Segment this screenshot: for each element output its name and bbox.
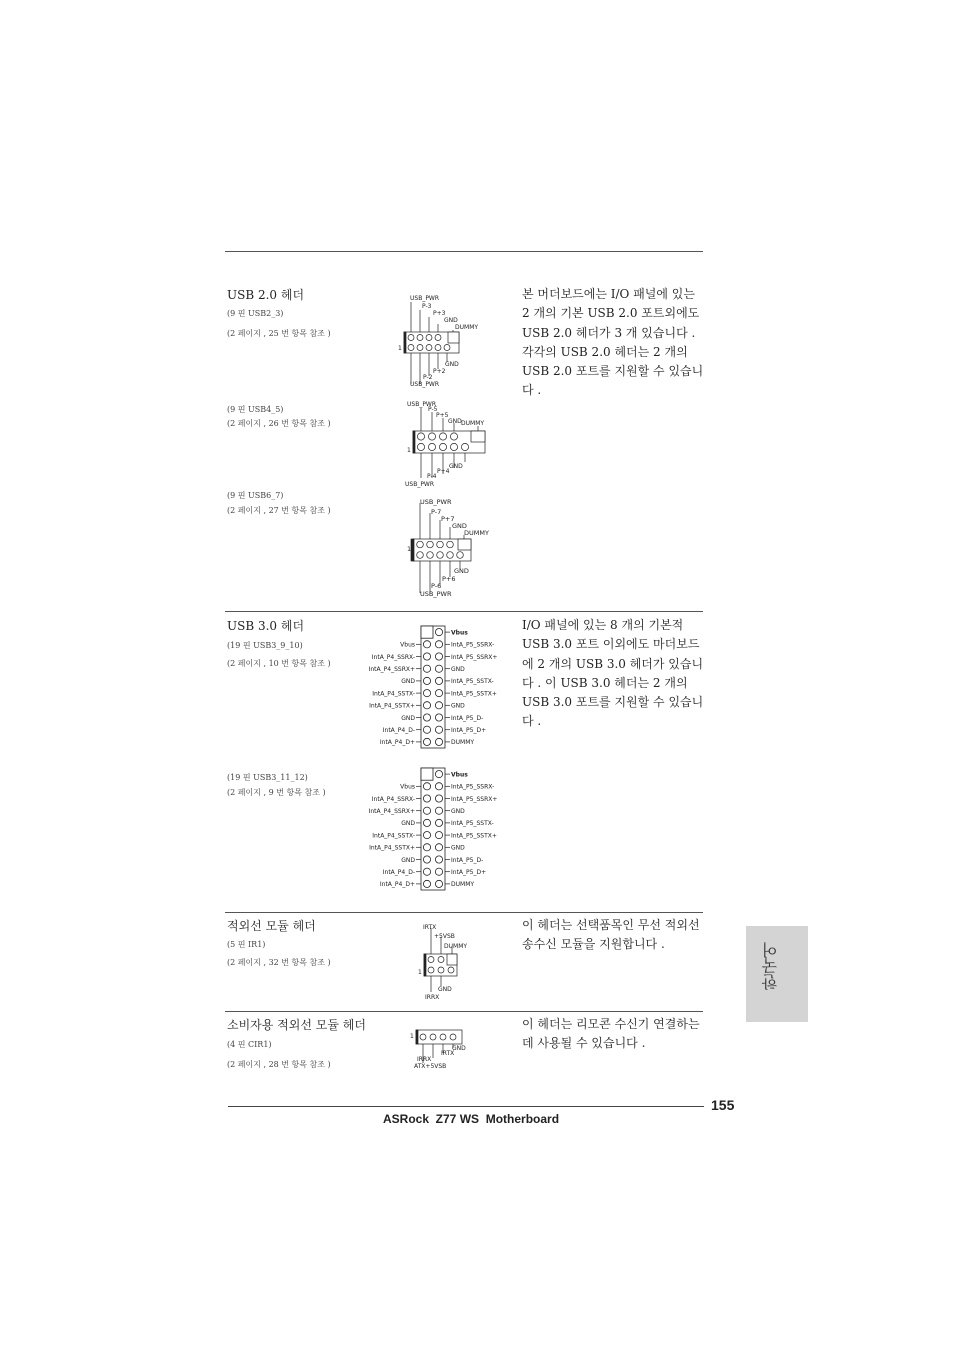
- usb4-5-label-p-minus-top: P-5: [428, 406, 438, 413]
- language-tab-label: 한국어: [761, 942, 780, 990]
- usb3-pin-label-right: Vbus: [451, 629, 468, 637]
- usb3-pin-label-right: IntA_P5_SSRX-: [451, 641, 495, 649]
- cir-header-ref: (2 페이지 , 28 번 항목 참조 ): [227, 1060, 331, 1069]
- cir-section-rule: [225, 1011, 703, 1012]
- usb2-header3-name: (9 핀 USB6_7): [227, 491, 284, 500]
- ir-label-gnd: GND: [438, 986, 452, 993]
- ir-pin1-label: 1: [418, 969, 422, 976]
- usb2-header1-ref: (2 페이지 , 25 번 항목 참조 ): [227, 329, 331, 338]
- usb3-pin-label-left: IntA_P4_SSRX-: [371, 653, 415, 661]
- ir-label-irtx: IRTX: [423, 924, 437, 931]
- usb6-7-label-p-plus-top: P+7: [441, 515, 455, 523]
- usb3-pin-label-left: IntA_P4_SSRX-: [371, 795, 415, 803]
- usb3-pin-label-left: IntA_P4_SSTX-: [372, 690, 415, 698]
- usb6-7-label-dummy: DUMMY: [464, 529, 489, 537]
- usb4-5-pin-diagram: [403, 398, 503, 490]
- usb6-7-label-gnd-top: GND: [452, 522, 467, 530]
- usb3-header-key: [421, 626, 433, 638]
- usb3-section-rule: [225, 611, 703, 612]
- ir-label-5vsb: +5VSB: [434, 933, 455, 940]
- usb3-pin-label-right: GND: [451, 702, 465, 710]
- ir-label-dummy: DUMMY: [444, 943, 468, 950]
- usb4-5-label-p-plus-bottom: P+4: [437, 468, 450, 475]
- usb3-pin-label-right: IntA_P5_SSTX+: [451, 690, 497, 698]
- usb3-pin-label-left: IntA_P4_SSRX+: [368, 666, 415, 673]
- usb3-pin-label-right: Vbus: [451, 771, 468, 779]
- usb2-3-label-p-plus-bottom: P+2: [433, 368, 446, 375]
- usb3-pin-label-right: DUMMY: [451, 881, 475, 889]
- cir-pin-diagram: [408, 1026, 474, 1074]
- usb3-pin-label-right: GND: [451, 808, 465, 815]
- ir-description: 이 헤더는 선택품목인 무선 적외선 송수신 모듈을 지원합니다 .: [522, 918, 700, 952]
- usb4-5-label-gnd-bottom: GND: [449, 463, 463, 470]
- usb3-pin-label-right: IntA_P5_SSTX-: [451, 678, 494, 686]
- usb3-pin-label-right: IntA_P5_SSRX+: [451, 653, 498, 661]
- usb6-7-label-pwr-bottom: USB_PWR: [420, 590, 452, 598]
- usb6-7-pin1-label: 1: [407, 545, 412, 553]
- usb3-header2-ref: (2 페이지 , 9 번 항목 참조 ): [227, 788, 326, 797]
- top-rule: [225, 251, 703, 252]
- usb3-header2-name: (19 핀 USB3_11_12): [227, 773, 308, 782]
- usb2-3-label-gnd-top: GND: [444, 317, 458, 324]
- usb3-description: I/O 패널에 있는 8 개의 기본적 USB 3.0 포트 이외에도 마더보드에 2 개의 USB 3.0 헤더가 있습니다 . 이 USB 3.0 헤더는 2 개의 USB 3.0 포트를 지원할 수 있습니다 .: [522, 618, 704, 729]
- usb3-pin-label-right: GND: [451, 666, 465, 673]
- usb6-7-label-p-minus-top: P-7: [431, 508, 442, 516]
- usb3-pin-label-right: IntA_P5_D-: [451, 856, 484, 864]
- footer-rule: [228, 1106, 704, 1107]
- usb3-pin-label-left: IntA_P4_D+: [379, 881, 415, 889]
- usb4-5-label-dummy: DUMMY: [461, 420, 485, 427]
- usb3-pin-label-right: IntA_P5_D-: [451, 714, 484, 722]
- usb2-3-pin1-label: 1: [398, 345, 402, 352]
- usb3-pin-label-left: IntA_P4_D+: [379, 739, 415, 747]
- usb6-7-label-pwr-top: USB_PWR: [420, 498, 452, 506]
- usb2-header3-ref: (2 페이지 , 27 번 항목 참조 ): [227, 506, 331, 515]
- usb4-5-pin1-label: 1: [407, 447, 411, 454]
- cir-label-irtx: IRTX: [441, 1050, 455, 1057]
- usb2-3-label-p-plus-top: P+3: [433, 310, 446, 317]
- usb6-7-label-gnd-bottom: GND: [454, 567, 469, 575]
- usb3-pin-label-right: IntA_P5_D+: [451, 869, 487, 876]
- usb6-7-pin-diagram: [405, 493, 505, 599]
- usb2-header2-ref: (2 페이지 , 26 번 항목 참조 ): [227, 419, 331, 428]
- usb3-9-10-pin-diagram: [355, 622, 515, 748]
- usb2-header2-name: (9 핀 USB4_5): [227, 405, 284, 414]
- usb3-pin-label-left: IntA_P4_D-: [382, 727, 415, 734]
- usb2-3-label-gnd-bottom: GND: [445, 361, 459, 368]
- usb3-pin-label-left: GND: [401, 714, 415, 722]
- cir-label-gnd: GND: [452, 1045, 466, 1052]
- usb6-7-label-p-plus-bottom: P+6: [442, 575, 456, 583]
- cir-description: 이 헤더는 리모콘 수신기 연결하는 데 사용될 수 있습니다 .: [522, 1017, 700, 1051]
- usb3-pin-label-left: IntA_P4_SSTX+: [369, 702, 415, 710]
- footer-brand: ASRock Z77 WS Motherboard: [383, 1112, 560, 1126]
- cir-label-irrx: IRRX: [417, 1056, 432, 1063]
- usb3-pin-label-left: GND: [401, 820, 415, 828]
- usb2-3-label-dummy: DUMMY: [455, 324, 479, 331]
- usb3-pin-label-left: Vbus: [400, 783, 415, 791]
- usb3-pin-label-right: IntA_P5_SSTX+: [451, 832, 497, 840]
- usb3-11-12-pin-diagram: [355, 764, 515, 890]
- cir-header-name: (4 핀 CIR1): [227, 1040, 272, 1049]
- usb2-description: 본 머더보드에는 I/O 패널에 있는 2 개의 기본 USB 2.0 포트외에도 USB 2.0 헤더가 3 개 있습니다 . 각각의 USB 2.0 헤더는 2 개의 USB 2.0 포트를 지원할 수 있습니다 .: [522, 287, 704, 398]
- usb3-pin-label-right: IntA_P5_SSRX-: [451, 783, 495, 791]
- cir-label-atx5vsb: ATX+5VSB: [414, 1063, 447, 1070]
- usb3-pin-label-left: IntA_P4_SSRX+: [368, 808, 415, 815]
- ir-header-name: (5 핀 IR1): [227, 940, 266, 949]
- ir-label-irrx: IRRX: [425, 994, 440, 1001]
- usb4-5-label-p-plus-top: P+5: [436, 412, 449, 419]
- usb3-header-key: [421, 768, 433, 780]
- usb4-5-label-pwr-top: USB_PWR: [407, 401, 437, 408]
- usb3-header-body: [421, 626, 445, 748]
- usb3-pin-label-left: IntA_P4_SSTX+: [369, 844, 415, 852]
- usb2-3-label-p-minus-top: P-3: [422, 303, 432, 310]
- usb2-header1-name: (9 핀 USB2_3): [227, 309, 284, 318]
- page-number: 155: [711, 1097, 735, 1113]
- usb3-pin-label-right: DUMMY: [451, 739, 475, 747]
- cir-title: 소비자용 적외선 모듈 헤더: [227, 1018, 366, 1032]
- usb3-header-body: [421, 768, 445, 890]
- usb2-3-pin-diagram: [395, 290, 495, 390]
- usb2-title: USB 2.0 헤더: [227, 288, 305, 302]
- ir-section-rule: [225, 912, 703, 913]
- usb4-5-label-p-minus-bottom: P-4: [427, 473, 437, 480]
- usb3-title: USB 3.0 헤더: [227, 619, 305, 633]
- usb2-3-label-pwr-bottom: USB_PWR: [410, 381, 440, 388]
- usb6-7-label-p-minus-bottom: P-6: [431, 582, 442, 590]
- usb4-5-label-pwr-bottom: USB_PWR: [405, 481, 435, 488]
- usb3-pin-label-right: IntA_P5_D+: [451, 727, 487, 734]
- cir-pin1-label: 1: [410, 1033, 414, 1040]
- usb3-pin-label-right: IntA_P5_SSTX-: [451, 820, 494, 828]
- usb3-header1-ref: (2 페이지 , 10 번 항목 참조 ): [227, 659, 331, 668]
- usb3-pin-label-left: Vbus: [400, 641, 415, 649]
- usb3-pin-label-left: GND: [401, 678, 415, 686]
- usb3-pin-label-left: GND: [401, 856, 415, 864]
- usb3-pin-label-left: IntA_P4_SSTX-: [372, 832, 415, 840]
- ir-header-ref: (2 페이지 , 32 번 항목 참조 ): [227, 958, 331, 967]
- ir-title: 적외선 모듈 헤더: [227, 919, 316, 933]
- usb2-3-label-p-minus-bottom: P-2: [423, 374, 433, 381]
- ir-pin-diagram: [416, 920, 486, 1002]
- usb3-pin-label-right: IntA_P5_SSRX+: [451, 795, 498, 803]
- usb3-pin-label-right: GND: [451, 844, 465, 852]
- usb3-header1-name: (19 핀 USB3_9_10): [227, 641, 303, 650]
- usb2-3-label-pwr-top: USB_PWR: [410, 295, 440, 302]
- usb3-pin-label-left: IntA_P4_D-: [382, 869, 415, 876]
- usb4-5-label-gnd-top: GND: [448, 418, 462, 425]
